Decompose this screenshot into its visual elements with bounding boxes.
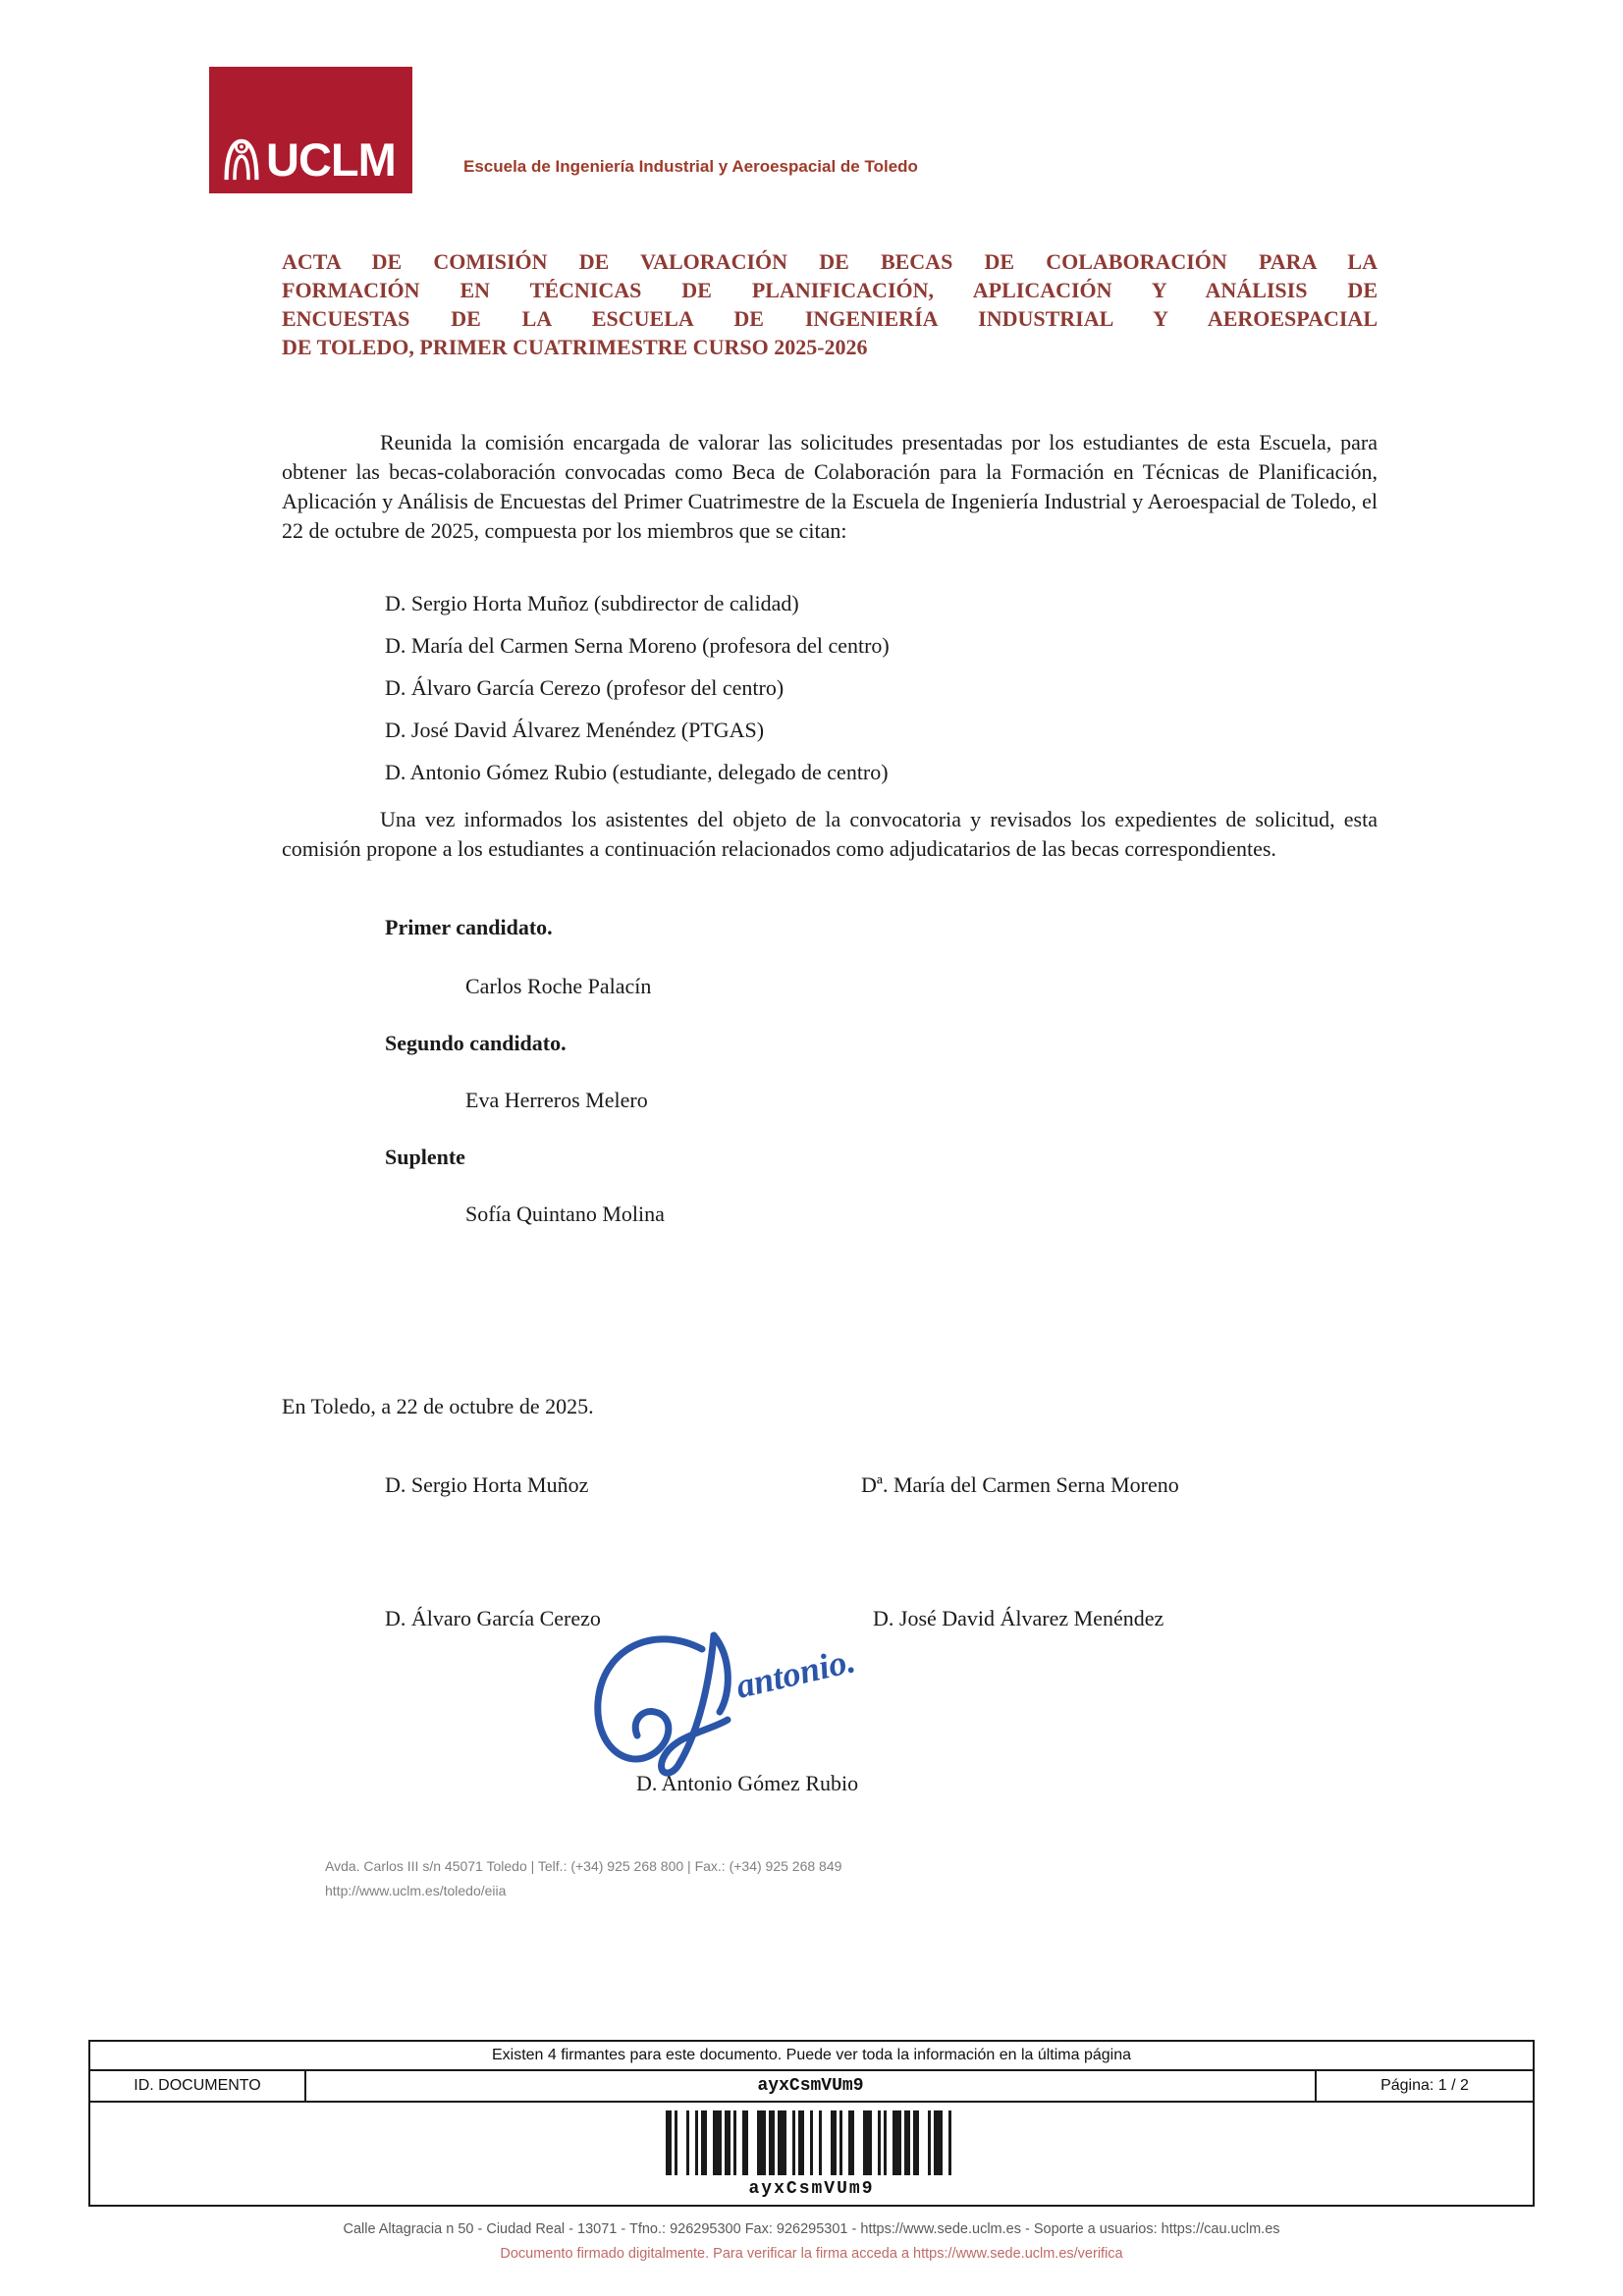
school-name: Escuela de Ingeniería Industrial y Aeroespacial de Toledo [463, 157, 918, 176]
footer-address-url: http://www.uclm.es/toledo/eiia [325, 1883, 507, 1898]
signatory-name: D. Sergio Horta Muñoz [385, 1472, 589, 1497]
signatory-name: D. José David Álvarez Menéndez [873, 1606, 1164, 1630]
signature-handwriting-text: antonio. [731, 1640, 859, 1706]
title-line: DE TOLEDO, PRIMER CUATRIMESTRE CURSO 2025-2026 [282, 335, 868, 359]
title-line: ACTA DE COMISIÓN DE VALORACIÓN DE BECAS DE COLABORACIÓN PARA LA [282, 249, 1378, 274]
date-line: En Toledo, a 22 de octubre de 2025. [282, 1394, 594, 1418]
document-id-row [90, 2071, 1533, 2103]
committee-members-list [385, 589, 890, 800]
signatory-name-final: D. Antonio Gómez Rubio [636, 1771, 859, 1795]
document-title [282, 247, 1378, 361]
barcode-caption: ayxCsmVUm9 [748, 2179, 875, 2199]
paragraph-intro: Reunida la comisión encargada de valorar las solicitudes presentadas por los estudiantes de esta Escuela, para obtener las becas-colaboración convocadas como Beca de Colaboración para la Formación en Técnicas de Planificación, Aplicación y Análisis de Encuestas del Primer Cuatrimestre de la Escuela de Ingeniería Industrial y Aeroespacial de Toledo, el 22 de octubre de 2025, compuesta por los miembros que se citan: [282, 430, 1378, 543]
handwritten-signature [584, 1622, 918, 1779]
id-documento-label: ID. DOCUMENTO [90, 2071, 306, 2101]
award-name-first: Carlos Roche Palacín [465, 974, 652, 998]
award-heading-second: Segundo candidato. [385, 1031, 567, 1055]
committee-member: D. Álvaro García Cerezo (profesor del centro) [385, 675, 784, 700]
committee-member: D. María del Carmen Serna Moreno (profesora del centro) [385, 633, 890, 658]
bottom-contact-line: Calle Altagracia n 50 - Ciudad Real - 13071 - Tfno.: 926295300 Fax: 926295301 - https://www.sede.uclm.es - Soporte a usuarios: https://cau.uclm.es [343, 2221, 1280, 2237]
committee-member: D. Sergio Horta Muñoz (subdirector de calidad) [385, 591, 799, 615]
digital-signature-notice: Documento firmado digitalmente. Para verificar la firma acceda a https://www.sede.uclm.es/verifica [500, 2246, 1123, 2262]
award-heading-first: Primer candidato. [385, 915, 553, 939]
page-indicator: Página: 1 / 2 [1315, 2071, 1533, 2101]
paragraph-resolution: Una vez informados los asistentes del objeto de la convocatoria y revisados los expedientes de solicitud, esta comisión propone a los estudiantes a continuación relacionados como adjudicatarios de las becas correspondientes. [282, 807, 1378, 861]
barcode-row [90, 2103, 1533, 2205]
committee-member: D. José David Álvarez Menéndez (PTGAS) [385, 718, 765, 742]
award-name-second: Eva Herreros Melero [465, 1088, 648, 1112]
signatory-name: Dª. María del Carmen Serna Moreno [861, 1472, 1179, 1497]
signers-notice: Existen 4 firmantes para este documento. Puede ver toda la información en la última página [491, 2047, 1132, 2063]
award-heading-substitute: Suplente [385, 1145, 465, 1169]
award-name-substitute: Sofía Quintano Molina [465, 1201, 665, 1226]
barcode [666, 2110, 957, 2175]
footer-address-line1: Avda. Carlos III s/n 45071 Toledo | Telf.: (+34) 925 268 800 | Fax.: (+34) 925 268 849 [325, 1858, 842, 1874]
signing-block-table [88, 2040, 1535, 2207]
title-line: FORMACIÓN EN TÉCNICAS DE PLANIFICACIÓN, APLICACIÓN Y ANÁLISIS DE [282, 278, 1378, 302]
uclm-beacon-icon [221, 132, 262, 187]
signers-notice-row [90, 2042, 1533, 2071]
signatory-name: D. Álvaro García Cerezo [385, 1606, 601, 1630]
title-line: ENCUESTAS DE LA ESCUELA DE INGENIERÍA INDUSTRIAL Y AEROESPACIAL [282, 306, 1378, 331]
committee-member: D. Antonio Gómez Rubio (estudiante, delegado de centro) [385, 760, 889, 784]
logo-wordmark: UCLM [266, 133, 396, 186]
uclm-logo [209, 67, 412, 193]
document-id-value: ayxCsmVUm9 [757, 2076, 864, 2096]
